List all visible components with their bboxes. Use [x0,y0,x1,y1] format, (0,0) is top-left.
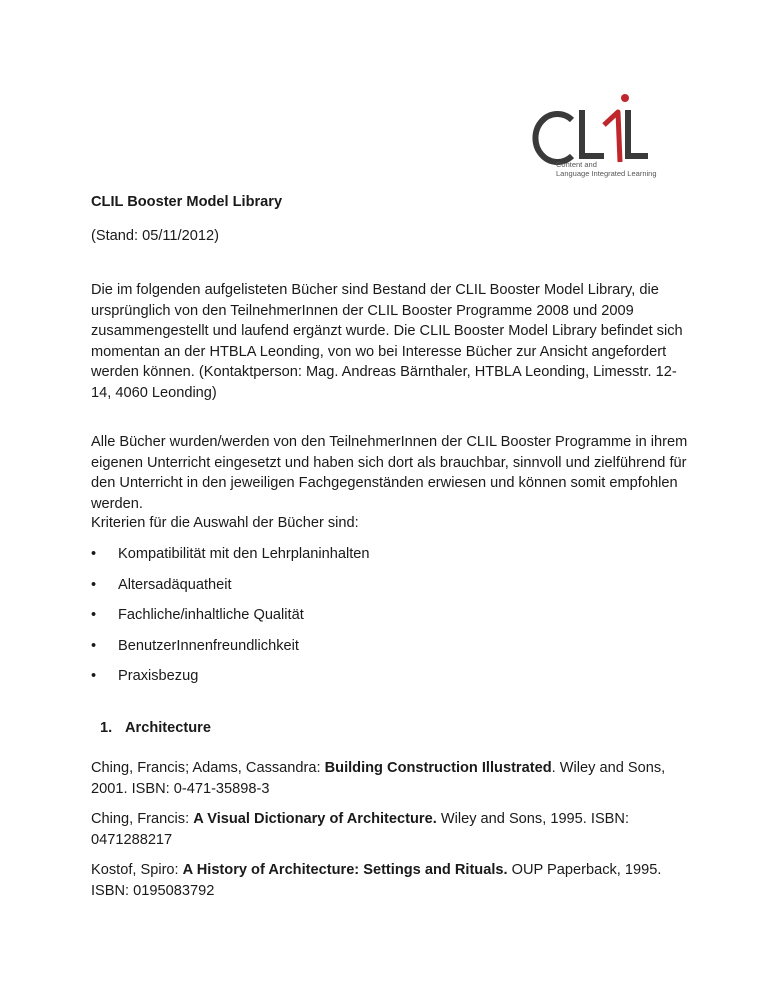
section-number: 1. [100,720,113,736]
tagline-line-1: Content and [556,160,597,169]
criteria-label: Kriterien für die Auswahl der Bücher sind: [91,515,359,531]
book-title: Building Construction Illustrated [324,760,552,776]
bullet-icon: • [91,668,97,684]
bullet-icon: • [91,546,97,562]
usage-paragraph: Alle Bücher wurden/werden von den TeilnehmerInnen der CLIL Booster Programme in ihrem eigenen Unterricht eingesetzt und haben sich dort als brauchbar, sinnvoll und zielführend für den Unterricht in den jeweiligen Fachgegenständen erwiesen und können somit empfohlen werden. [91,434,688,512]
criteria-text: Altersadäquatheit [118,576,232,593]
criteria-item [91,575,370,606]
book-details: . Wiley and Sons, 2001. ISBN: 0-471-35898-3 [91,760,666,797]
book-authors: Kostof, Spiro: [91,862,183,878]
criteria-list [91,544,370,697]
criteria-item [91,544,370,575]
book-list [91,758,691,911]
bullet-icon: • [91,637,97,654]
tagline-line-2: Language Integrated Learning [556,169,657,178]
criteria-item [91,605,370,636]
intro-paragraph: Die im folgenden aufgelisteten Bücher sind Bestand der CLIL Booster Model Library, die ursprünglich von den TeilnehmerInnen der CLIL Booster Programme 2008 und 2009 zusammengestellt und laufend ergänzt wurde. Die CLIL Booster Model Library befindet sich momentan an der HTBLA Leonding, von wo bei Interesse Bücher zur Ansicht angefordert werden können. (Kontaktperson: Mag. Andreas Bärnthaler, HTBLA Leonding, Limesstr. 12-14, 4060 Leonding) [91,282,683,401]
book-details: Wiley and Sons, 1995. ISBN: 0471288217 [91,811,630,848]
criteria-text: Fachliche/inhaltliche Qualität [118,607,304,623]
bullet-icon: • [91,607,97,623]
bullet-icon: • [91,576,97,593]
book-title: A History of Architecture: Settings and Rituals. [182,862,508,878]
criteria-text: BenutzerInnenfreundlichkeit [118,637,299,654]
book-entry [91,809,691,850]
section-title: Architecture [125,720,211,736]
book-authors: Ching, Francis: [91,811,194,827]
section-heading-architecture [100,718,211,739]
criteria-text: Praxisbezug [118,668,199,684]
clil-logo-tagline [556,160,657,178]
book-entry [91,758,691,799]
stand-date: (Stand: 05/11/2012) [91,228,219,244]
criteria-item [91,636,370,667]
document-title: CLIL Booster Model Library [91,194,283,210]
book-authors: Ching, Francis; Adams, Cassandra: [91,760,325,776]
book-details: OUP Paperback, 1995. ISBN: 0195083792 [91,862,662,899]
book-entry [91,860,691,901]
criteria-text: Kompatibilität mit den Lehrplaninhalten [118,546,370,562]
criteria-item [91,666,370,697]
book-title: A Visual Dictionary of Architecture. [193,811,437,827]
